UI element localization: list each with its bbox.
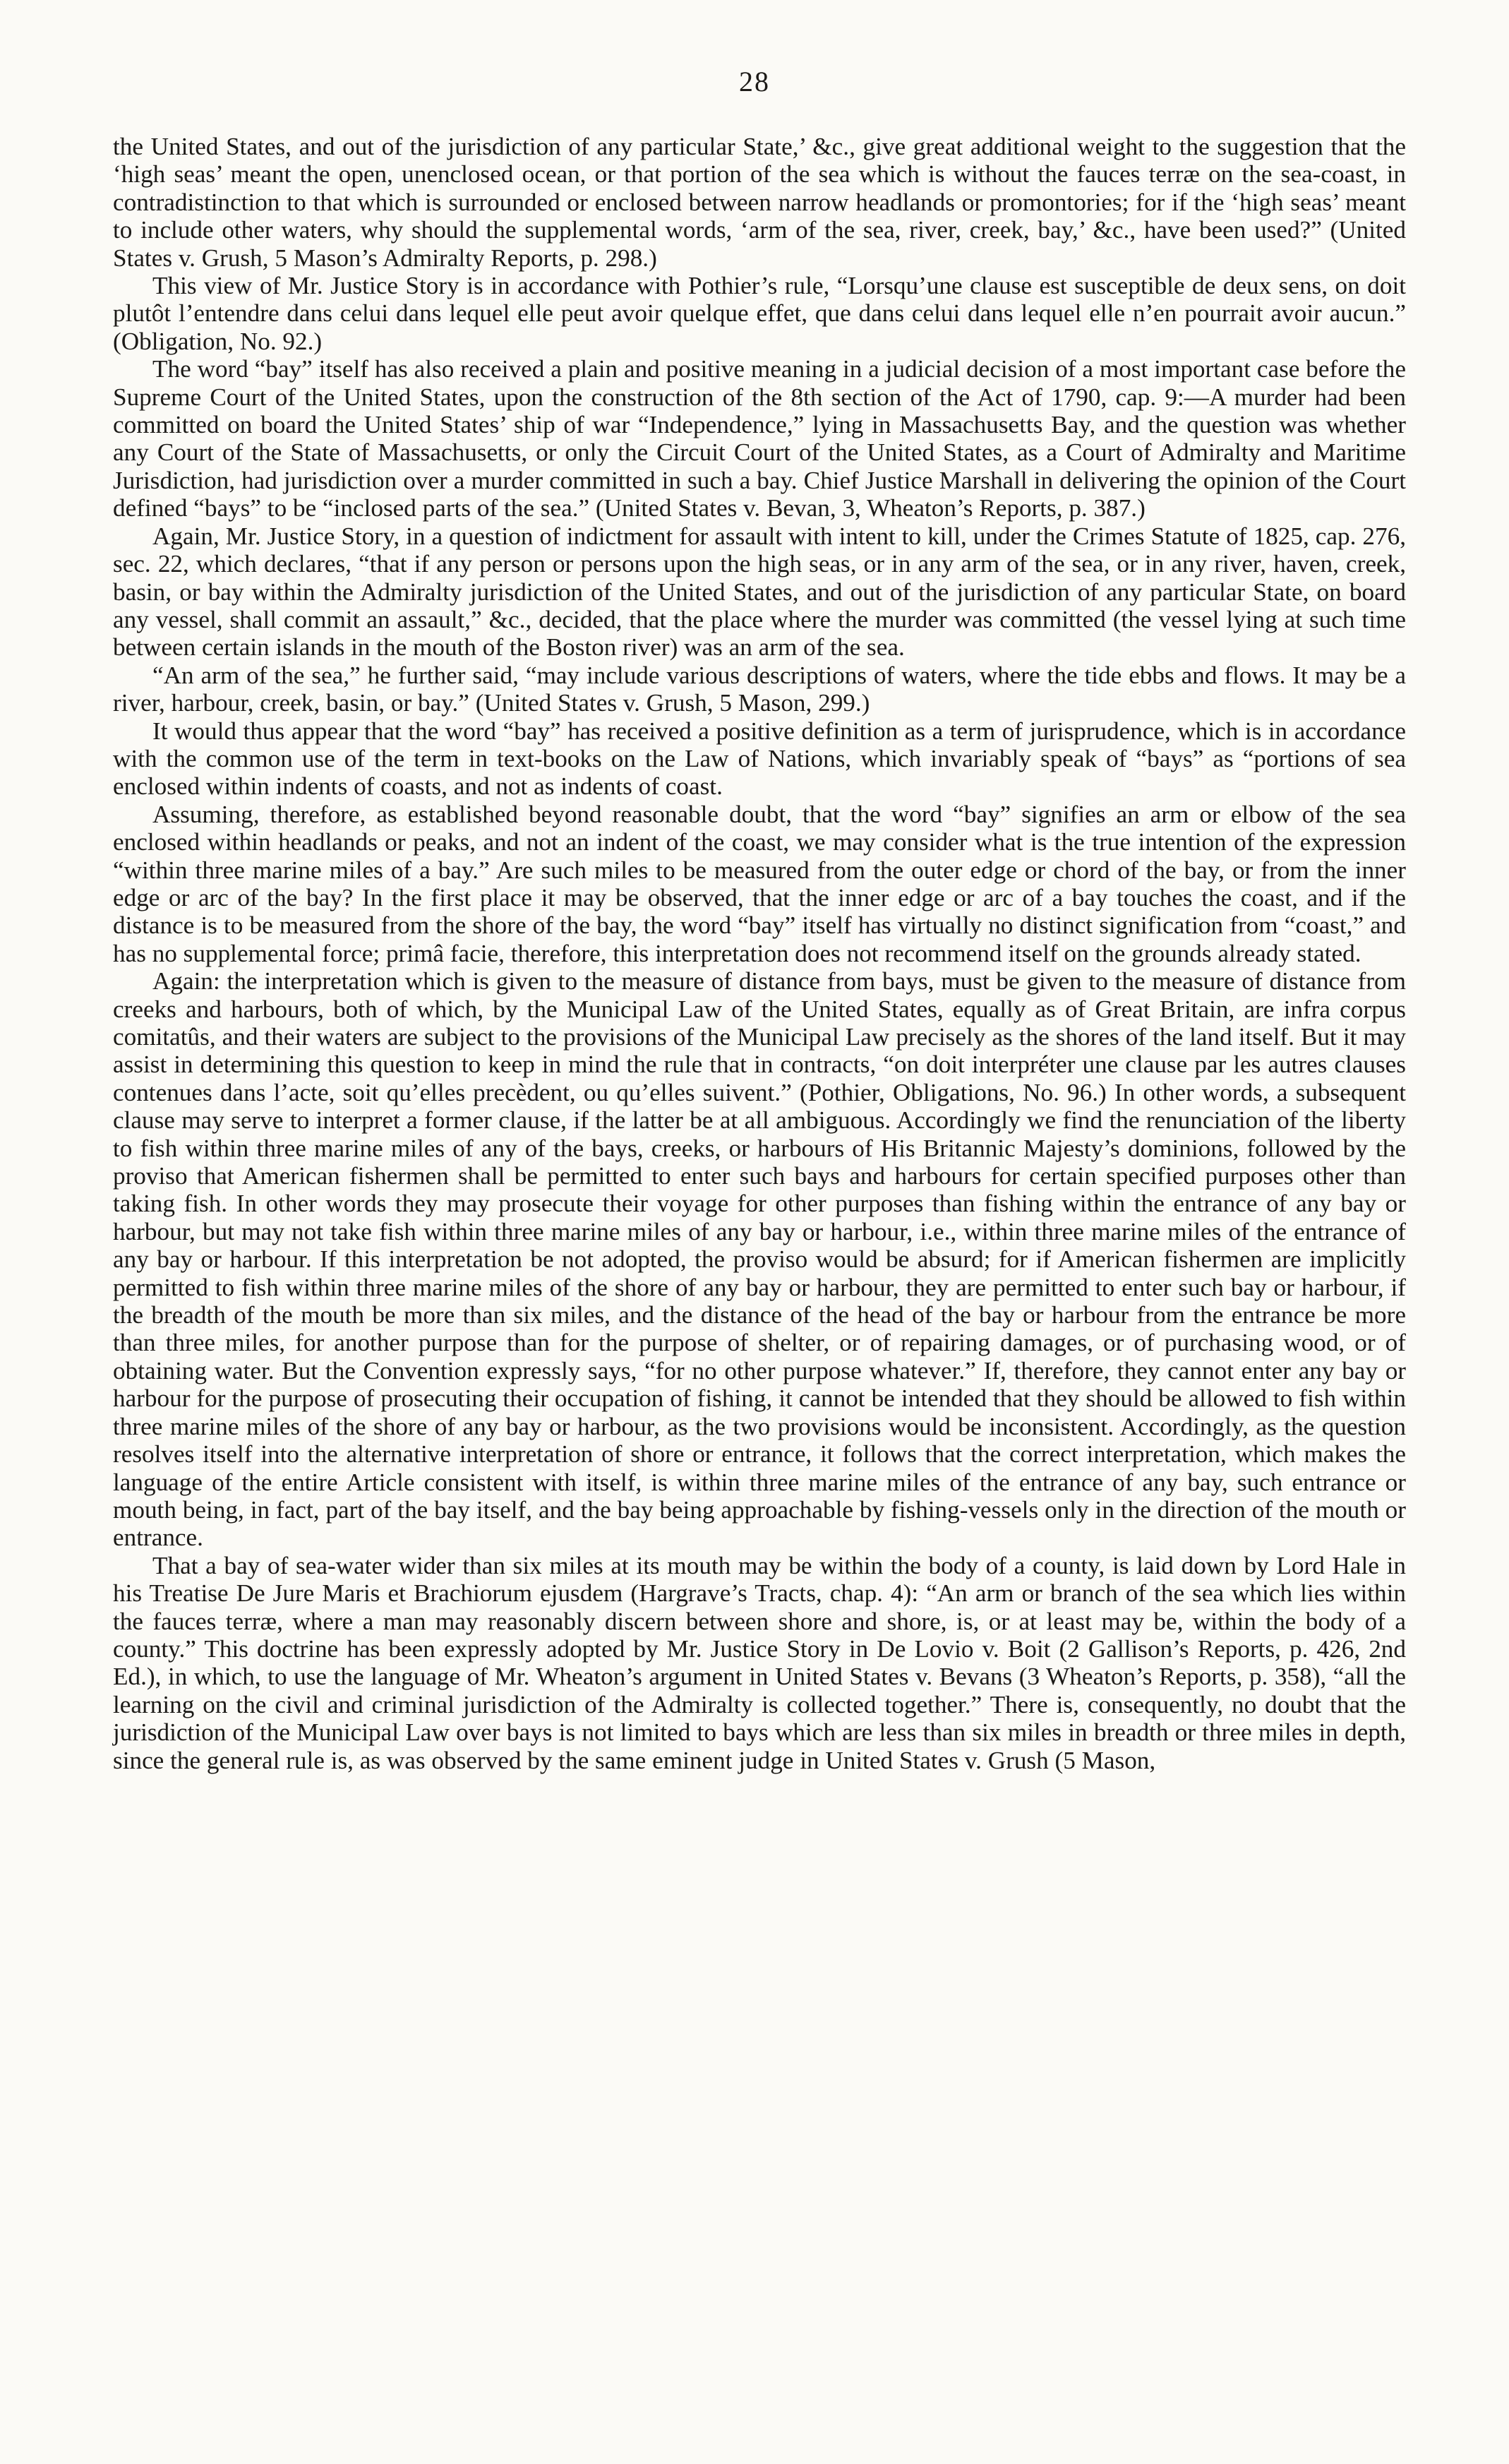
paragraph-3: The word “bay” itself has also received a plain and positive meaning in a judicial decision of a most important case before the Supreme Court of the United States, upon the construction of the 8th section of the Act of 1790, cap. 9:—A murder had been committed on board the United States’ ship of war “Independence,” lying in Massachusetts Bay, and the question was whether any Court of the State of Massachusetts, or only the Circuit Court of the United States, as a Court of Admiralty and Maritime Jurisdiction, had jurisdiction over a murder committed in such a bay. Chief Justice Marshall in delivering the opinion of the Court defined “bays” to be “inclosed parts of the sea.” (United States v. Bevan, 3, Wheaton’s Reports, p. 387.) [113,355,1406,522]
paragraph-8: Again: the interpretation which is given to the measure of distance from bays, must be given to the measure of distance from creeks and harbours, both of which, by the Municipal Law of the United States, equally as of Great Britain, are infra corpus comitatûs, and their waters are subject to the provisions of the Municipal Law precisely as the shores of the land itself. But it may assist in determining this question to keep in mind the rule that in contracts, “on doit interpréter une clause par les autres clauses contenues dans l’acte, soit qu’elles precèdent, ou qu’elles suivent.” (Pothier, Obligations, No. 96.) In other words, a subsequent clause may serve to interpret a former clause, if the latter be at all ambiguous. Accordingly we find the renunciation of the liberty to fish within three marine miles of any of the bays, creeks, or harbours of His Britannic Majesty’s dominions, followed by the proviso that American fishermen shall be permitted to enter such bays and harbours for certain specified purposes other than taking fish. In other words they may prosecute their voyage for other purposes than fishing within the entrance of any bay or harbour, but may not take fish within three marine miles of any bay or harbour, i.e., within three marine miles of the entrance of any bay or harbour. If this interpretation be not adopted, the proviso would be absurd; for if American fishermen are implicitly permitted to fish within three marine miles of the shore of any bay or harbour, they are permitted to enter such bay or harbour, if the breadth of the mouth be more than six miles, and the distance of the head of the bay or harbour from the entrance be more than three miles, for another purpose than for the purpose of shelter, or of repairing damages, or of purchasing wood, or of obtaining water. But the Convention expressly says, “for no other purpose whatever.” If, therefore, they cannot enter any bay or harbour for the purpose of prosecuting their occupation of fishing, it cannot be intended that they should be allowed to fish within three marine miles of the shore of any bay or harbour, as the two provisions would be inconsistent. Accordingly, as the question resolves itself into the alternative interpretation of shore or entrance, it follows that the correct interpretation, which makes the language of the entire Article consistent with itself, is within three marine miles of the entrance of any bay, such entrance or mouth being, in fact, part of the bay itself, and the bay being approachable by fishing-vessels only in the direction of the mouth or entrance. [113,967,1406,1552]
paragraph-5: “An arm of the sea,” he further said, “may include various descriptions of waters, where the tide ebbs and flows. It may be a river, harbour, creek, basin, or bay.” (United States v. Grush, 5 Mason, 299.) [113,661,1406,717]
paragraph-1: the United States, and out of the jurisdiction of any particular State,’ &c., give great additional weight to the suggestion that the ‘high seas’ meant the open, unenclosed ocean, or that portion of the sea which is without the fauces terræ on the sea-coast, in contradistinction to that which is surrounded or enclosed between narrow headlands or promontories; for if the ‘high seas’ meant to include other waters, why should the supplemental words, ‘arm of the sea, river, creek, bay,’ &c., have been used?” (United States v. Grush, 5 Mason’s Admiralty Reports, p. 298.) [113,133,1406,272]
page-number: 28 [739,66,770,97]
paragraph-4: Again, Mr. Justice Story, in a question of indictment for assault with intent to kill, under the Crimes Statute of 1825, cap. 276, sec. 22, which declares, “that if any person or persons upon the high seas, or in any arm of the sea, or in any river, haven, creek, basin, or bay within the Admiralty jurisdiction of the United States, and out of the jurisdiction of any particular State, on board any vessel, shall commit an assault,” &c., decided, that the place where the murder was committed (the vessel lying at such time between certain islands in the mouth of the Boston river) was an arm of the sea. [113,522,1406,662]
paragraph-2: This view of Mr. Justice Story is in accordance with Pothier’s rule, “Lorsqu’une clause est susceptible de deux sens, on doit plutôt l’entendre dans celui dans lequel elle peut avoir quelque effet, que dans celui dans lequel elle n’en pourrait avoir aucun.” (Obligation, No. 92.) [113,272,1406,355]
paragraph-9: That a bay of sea-water wider than six miles at its mouth may be within the body of a county, is laid down by Lord Hale in his Treatise De Jure Maris et Brachiorum ejusdem (Hargrave’s Tracts, chap. 4): “An arm or branch of the sea which lies within the fauces terræ, where a man may reasonably discern between shore and shore, is, or at least may be, within the body of a county.” This doctrine has been expressly adopted by Mr. Justice Story in De Lovio v. Boit (2 Gallison’s Reports, p. 426, 2nd Ed.), in which, to use the language of Mr. Wheaton’s argument in United States v. Bevans (3 Wheaton’s Reports, p. 358), “all the learning on the civil and criminal jurisdiction of the Admiralty is collected together.” There is, consequently, no doubt that the jurisdiction of the Municipal Law over bays is not limited to bays which are less than six miles in breadth or three miles in depth, since the general rule is, as was observed by the same eminent judge in United States v. Grush (5 Mason, [113,1551,1406,1774]
body-text [113,133,1406,1774]
paragraph-6: It would thus appear that the word “bay” has received a positive definition as a term of jurisprudence, which is in accordance with the common use of the term in text-books on the Law of Nations, which invariably speak of “bays” as “portions of sea enclosed within indents of coasts, and not as indents of coast. [113,717,1406,801]
paragraph-7: Assuming, therefore, as established beyond reasonable doubt, that the word “bay” signifies an arm or elbow of the sea enclosed within headlands or peaks, and not an indent of the coast, we may consider what is the true intention of the expression “within three marine miles of a bay.” Are such miles to be measured from the outer edge or chord of the bay, or from the inner edge or arc of the bay? In the first place it may be observed, that the inner edge or arc of a bay touches the coast, and if the distance is to be measured from the shore of the bay, the word “bay” itself has virtually no distinct signification from “coast,” and has no supplemental force; primâ facie, therefore, this interpretation does not recommend itself on the grounds already stated. [113,800,1406,967]
